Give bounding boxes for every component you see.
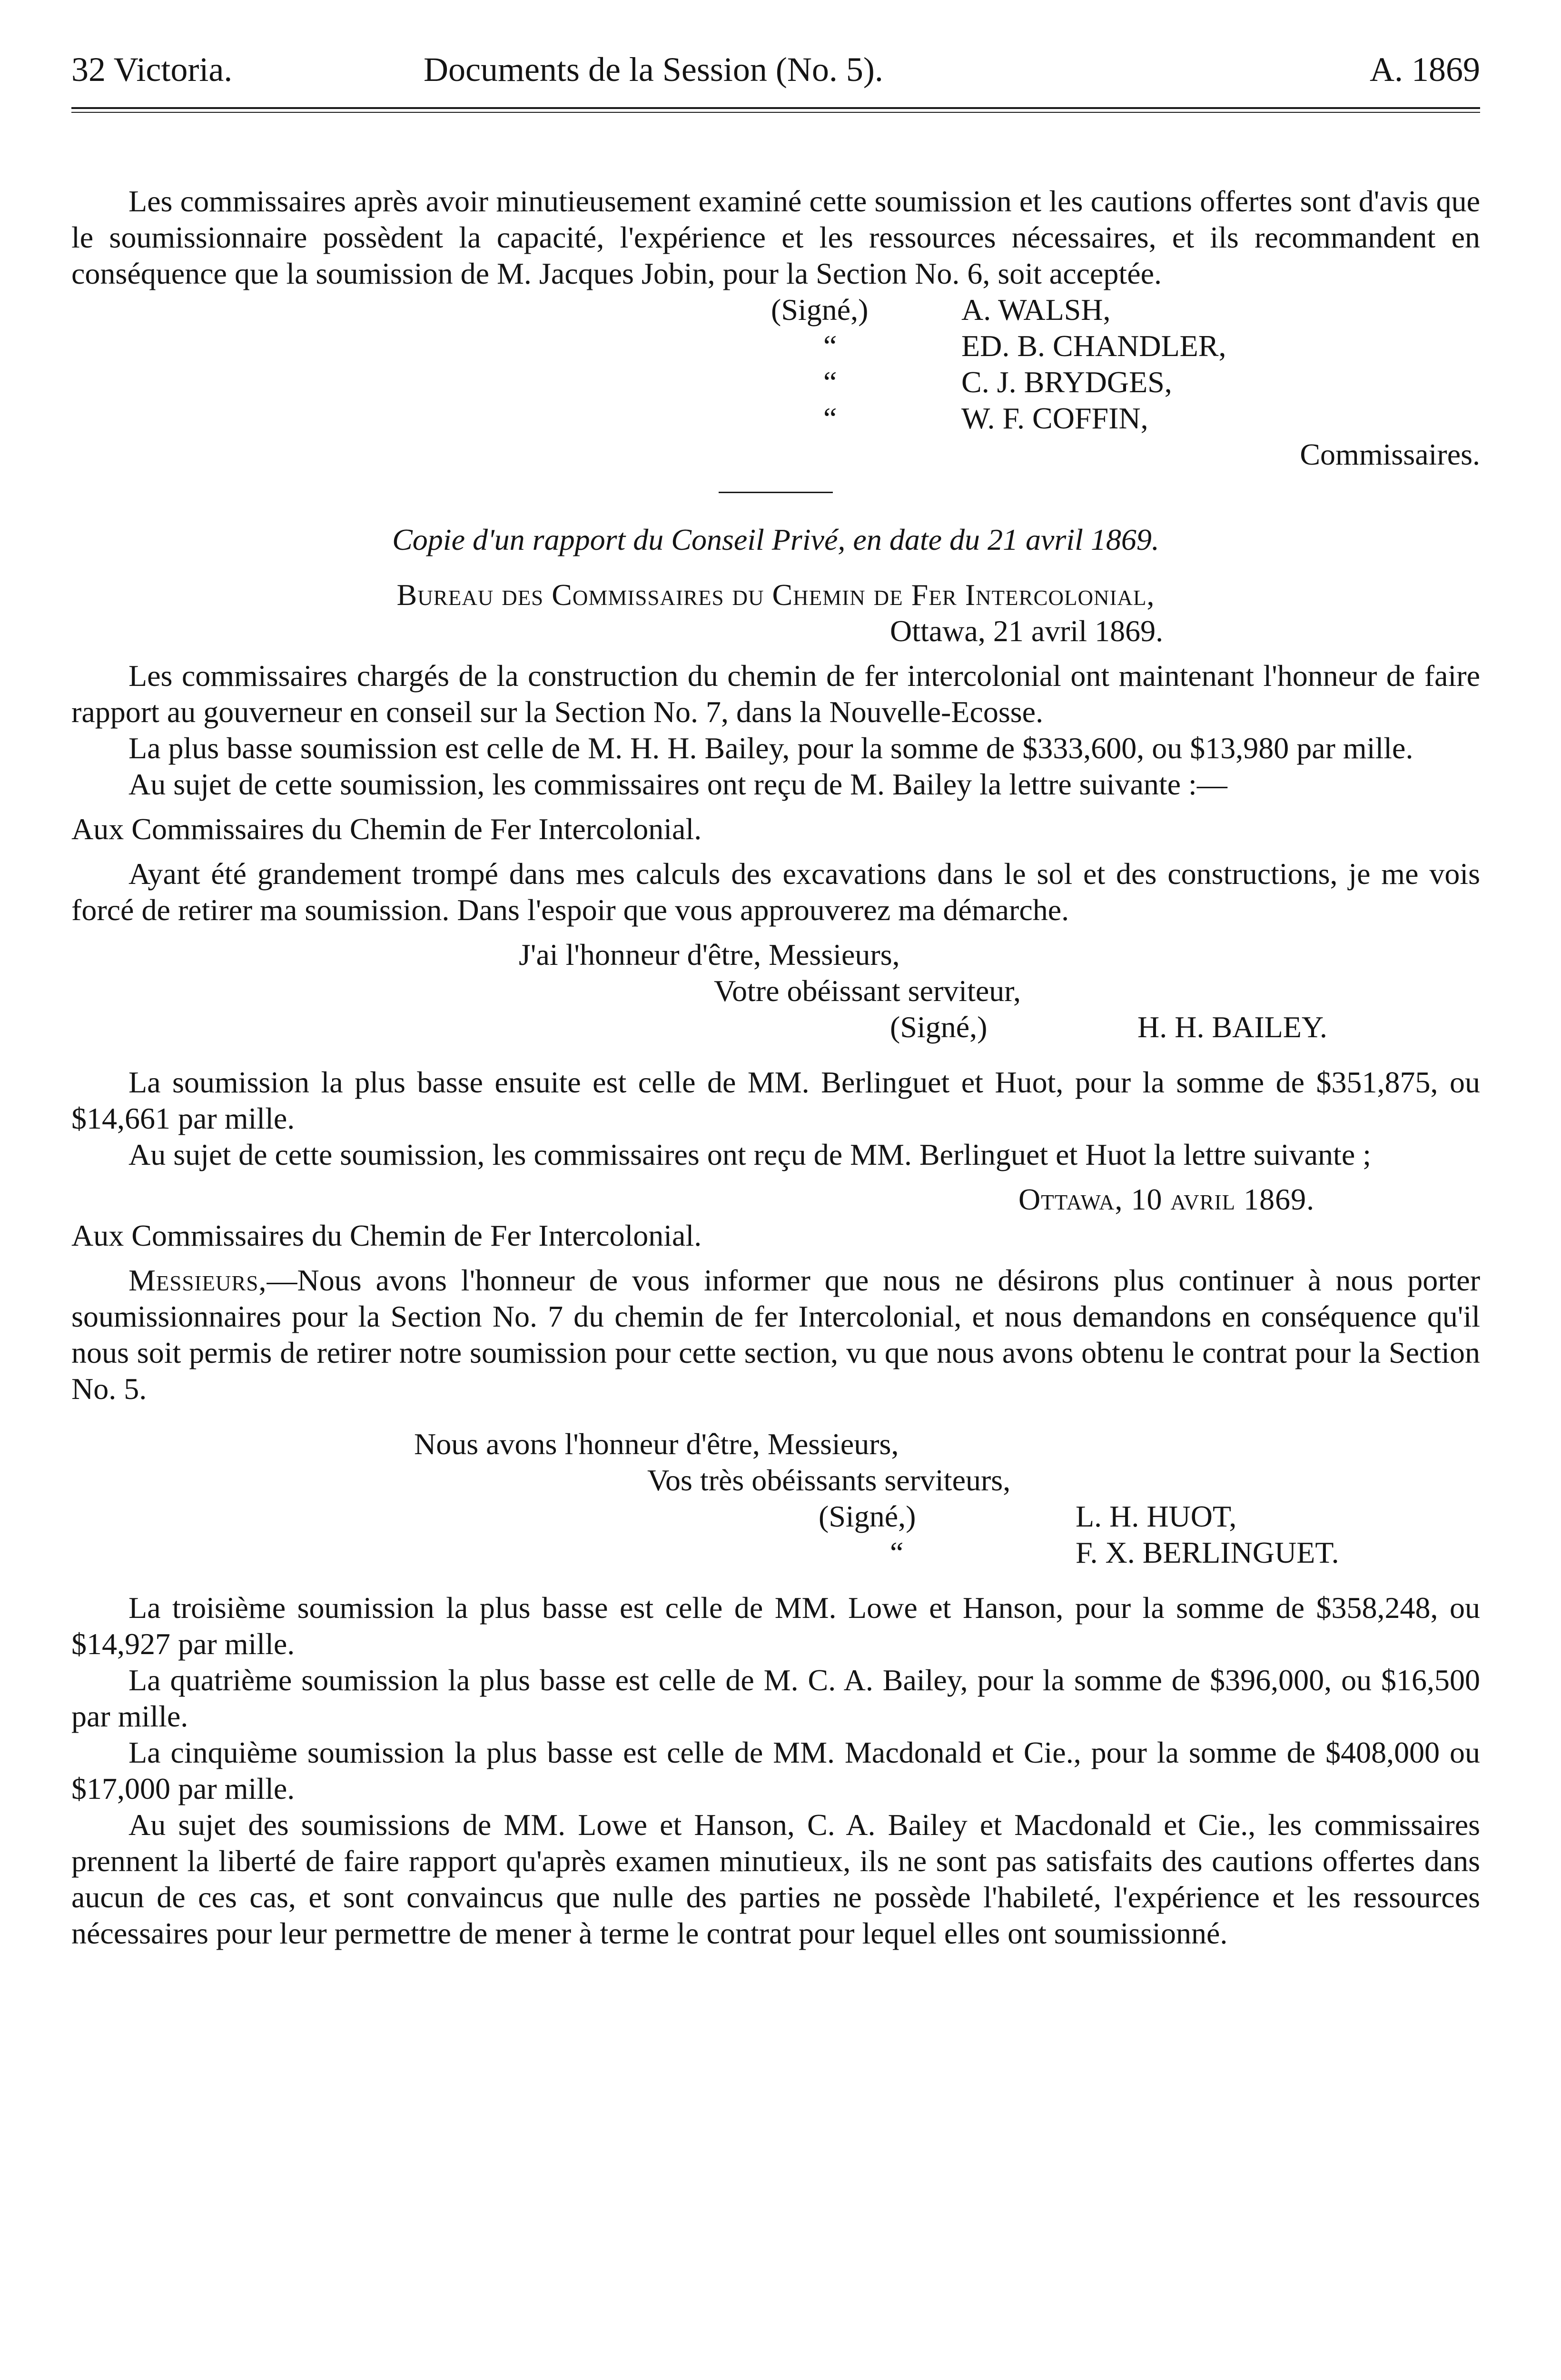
- report-title: Copie d'un rapport du Conseil Privé, en date du 21 avril 1869.: [392, 523, 1159, 556]
- header-volume: 32 Victoria.: [71, 50, 233, 89]
- report-place-date: Ottawa, 21 avril 1869.: [890, 614, 1164, 648]
- letter-addressee: Aux Commissaires du Chemin de Fer Intercolonial.: [71, 1219, 702, 1252]
- letter-closing: Votre obéissant serviteur,: [714, 974, 1021, 1008]
- signatory-name: A. WALSH,: [961, 293, 1111, 327]
- commission-recommendation-paragraph: Les commissaires après avoir minutieusement examiné cette soumission et les cautions offertes sont d'avis que le soumissionnaire possèdent la capacité, l'expérience et les ressources nécessaires, et ils recommandent en conséquence que la soumission de M. Jacques Jobin, pour la Section No. 6, soit acceptée.: [71, 184, 1480, 290]
- signatory-name: ED. B. CHANDLER,: [961, 329, 1226, 363]
- letter-body: Ayant été grandement trompé dans mes calculs des excavations dans le sol et des constructions, je me vois forcé de retirer ma soumission. Dans l'espoir que vous approuverez ma démarche.: [71, 857, 1480, 927]
- letter-place-date: Ottawa, 10 avril 1869.: [1018, 1182, 1315, 1216]
- letter-body: [71, 1262, 1480, 1407]
- signed-label: (Signé,): [890, 1010, 988, 1044]
- running-header: [71, 45, 1480, 102]
- report-paragraph: La quatrième soumission la plus basse est celle de M. C. A. Bailey, pour la somme de $396,000, ou $16,500 par mille.: [71, 1663, 1480, 1733]
- section-divider: [719, 492, 833, 493]
- signatory-name: C. J. BRYDGES,: [961, 365, 1172, 399]
- letter-closing: Vos très obéissants serviteurs,: [647, 1463, 1011, 1497]
- signed-label: (Signé,): [771, 293, 869, 327]
- header-year: A. 1869: [1370, 50, 1480, 89]
- letter-signer: H. H. BAILEY.: [1137, 1010, 1327, 1044]
- letter-signer: L. H. HUOT,: [1076, 1499, 1237, 1533]
- page-body: [71, 183, 1480, 1952]
- header-double-rule: [71, 107, 1480, 113]
- letter-closing: J'ai l'honneur d'être, Messieurs,: [519, 938, 900, 972]
- report-paragraph: Au sujet de cette soumission, les commissaires ont reçu de MM. Berlinguet et Huot la lettre suivante ;: [128, 1138, 1371, 1171]
- report-paragraph: Les commissaires chargés de la construction du chemin de fer intercolonial ont maintenant l'honneur de faire rapport au gouverneur en conseil sur la Section No. 7, dans la Nouvelle-Ecosse.: [71, 659, 1480, 729]
- report-paragraph: Au sujet de cette soumission, les commissaires ont reçu de M. Bailey la lettre suivante :—: [128, 767, 1227, 801]
- letter-closing: Nous avons l'honneur d'être, Messieurs,: [414, 1427, 899, 1461]
- ditto-mark: “: [823, 401, 837, 435]
- document-page: [71, 45, 1480, 1950]
- signatories-role: Commissaires.: [1300, 437, 1480, 471]
- letter-salutation: Messieurs,: [128, 1263, 267, 1297]
- report-paragraph: La cinquième soumission la plus basse est celle de MM. Macdonald et Cie., pour la somme de $408,000 ou $17,000 par mille.: [71, 1735, 1480, 1805]
- letter-signer: F. X. BERLINGUET.: [1076, 1536, 1339, 1569]
- report-paragraph: La soumission la plus basse ensuite est celle de MM. Berlinguet et Huot, pour la somme de $351,875, ou $14,661 par mille.: [71, 1065, 1480, 1135]
- ditto-mark: “: [823, 365, 837, 399]
- signed-label: (Signé,): [819, 1499, 916, 1533]
- letter-body-text: —Nous avons l'honneur de vous informer que nous ne désirons plus continuer à nous porter soumissionnaires pour la Section No. 7 du chemin de fer Intercolonial, et nous demandons en conséquence qu'il nous soit permis de retirer notre soumission pour cette section, vu que nous avons obtenu le contrat pour la Section No. 5.: [71, 1263, 1480, 1406]
- signatory-name: W. F. COFFIN,: [961, 401, 1148, 435]
- letter-addressee: Aux Commissaires du Chemin de Fer Intercolonial.: [71, 812, 702, 846]
- ditto-mark: “: [890, 1536, 904, 1569]
- commissioners-signature-block: [71, 292, 1480, 473]
- ditto-mark: “: [823, 329, 837, 363]
- report-paragraph: La plus basse soumission est celle de M. H. H. Bailey, pour la somme de $333,600, ou $13,980 par mille.: [128, 731, 1413, 765]
- report-paragraph: La troisième soumission la plus basse est celle de MM. Lowe et Hanson, pour la somme de $358,248, ou $14,927 par mille.: [71, 1591, 1480, 1661]
- report-bureau: Bureau des Commissaires du Chemin de Fer Intercolonial,: [396, 578, 1155, 612]
- report-paragraph: Au sujet des soumissions de MM. Lowe et Hanson, C. A. Bailey et Macdonald et Cie., les commissaires prennent la liberté de faire rapport qu'après examen minutieux, ils ne sont pas satisfaits des cautions offertes dans aucun de ces cas, et sont convaincus que nulle des parties ne possède l'habileté, l'expérience et les ressources nécessaires pour leur permettre de mener à terme le contrat pour lequel elles ont soumissionné.: [71, 1808, 1480, 1950]
- header-title: Documents de la Session (No. 5).: [424, 50, 883, 89]
